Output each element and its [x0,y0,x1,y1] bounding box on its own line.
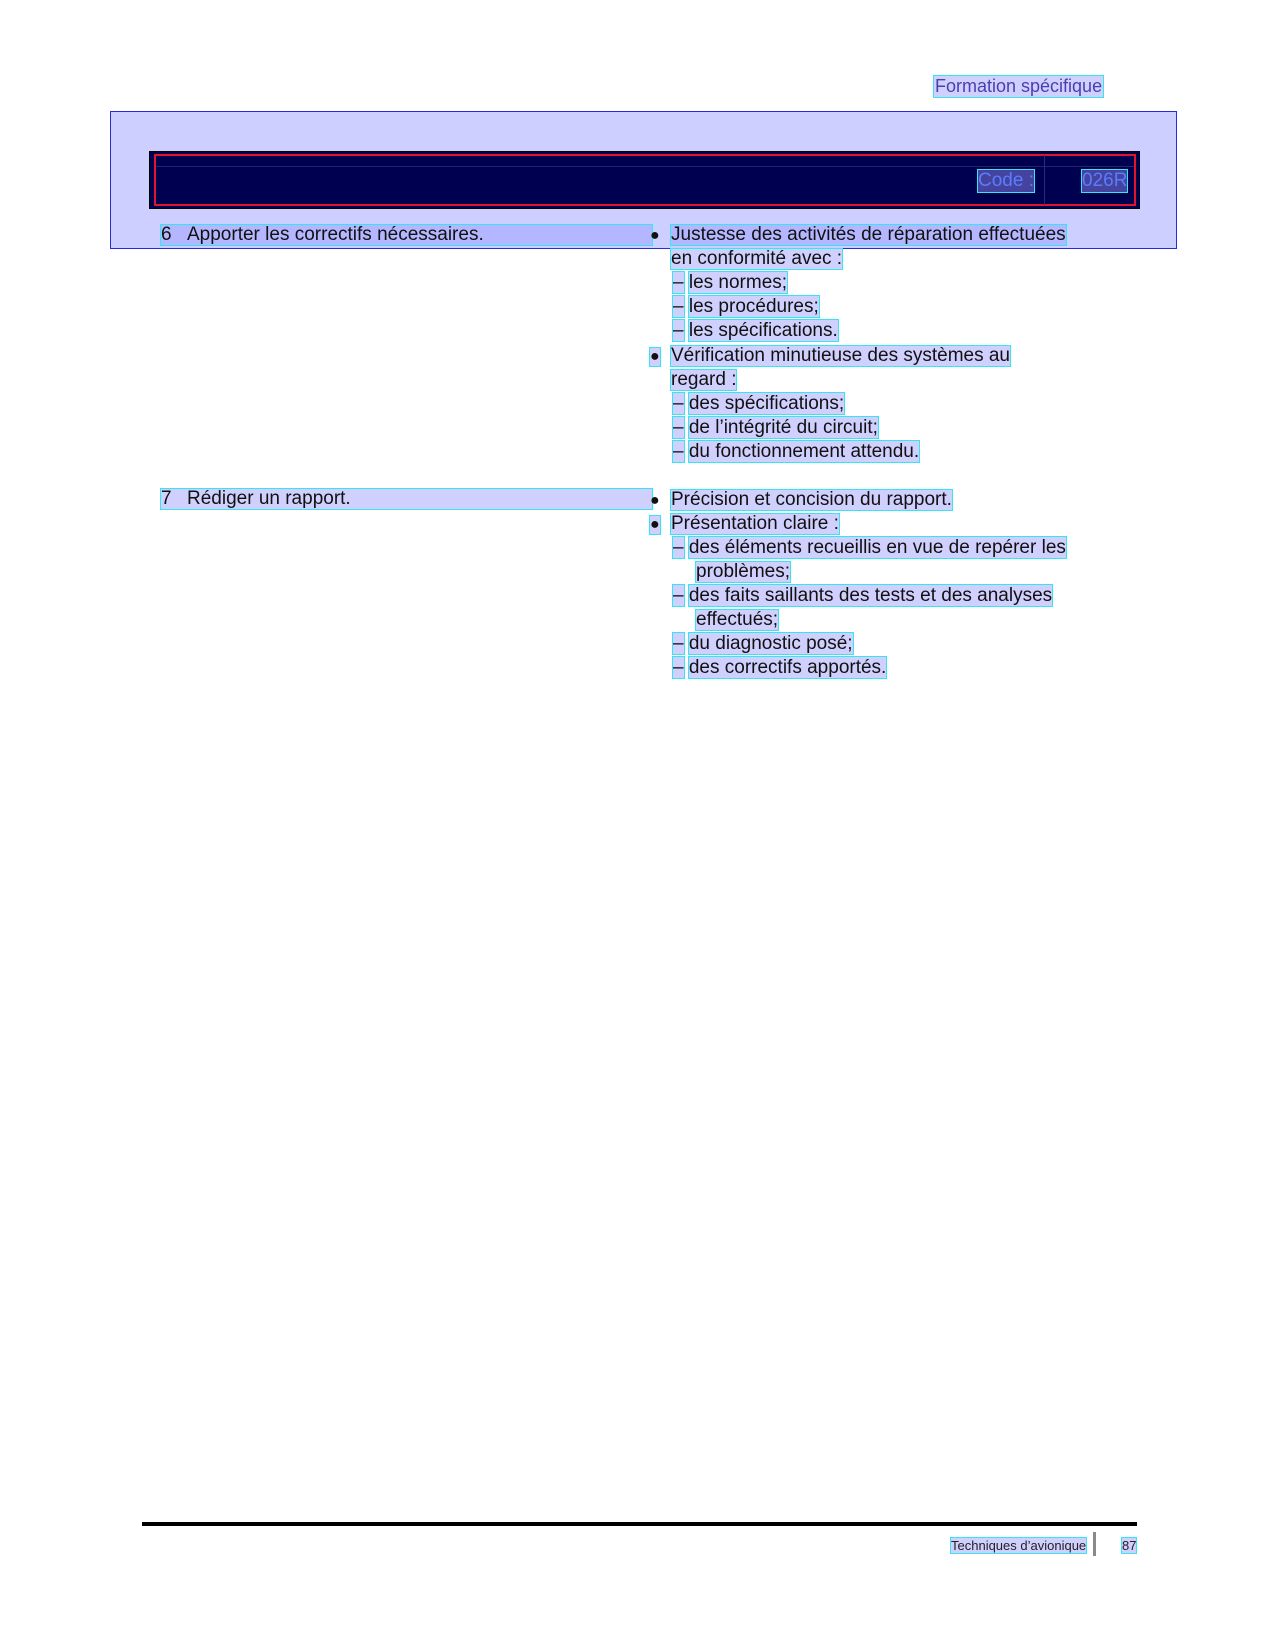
running-header: Formation spécifique [935,76,1103,96]
dash-icon: – [673,296,684,317]
dash-icon: – [673,585,684,606]
dash-icon: – [673,320,684,341]
criterion-text-cont: en conformité avec : [671,248,843,269]
criterion-text: Vérification minutieuse des systèmes au [671,345,1010,366]
criterion-text: Précision et concision du rapport. [671,489,952,510]
footer-divider [1093,1532,1096,1556]
bullet-icon: ● [650,348,660,365]
element-title: Apporter les correctifs nécessaires. [187,224,484,245]
bullet-icon: ● [650,492,660,509]
sub-item: – les normes; [673,272,788,293]
sub-item: – des éléments recueillis en vue de repérer les [673,537,1066,558]
dash-icon: – [673,441,684,462]
element-number: 7 [161,488,172,509]
sub-item-cont: effectués; [696,609,779,630]
code-label: Code : [978,170,1034,191]
element-title: Rédiger un rapport. [187,488,351,509]
bullet-icon: ● [650,227,660,244]
dash-icon: – [673,393,684,414]
sub-item: – de l’intégrité du circuit; [673,417,878,438]
criterion-text-cont: regard : [671,369,737,390]
footer-program: Techniques d’avionique [951,1538,1087,1553]
bullet-icon: ● [650,516,660,533]
sub-item: – du diagnostic posé; [673,633,853,654]
element-number: 6 [161,224,172,245]
sub-item: – les spécifications. [673,320,838,341]
criterion-text: Justesse des activités de réparation effectuées [671,224,1066,245]
code-bar-divider [1044,155,1045,205]
dash-icon: – [673,537,684,558]
dash-icon: – [673,417,684,438]
footer-rule [142,1522,1137,1526]
sub-item: – des correctifs apportés. [673,657,887,678]
dash-icon: – [673,633,684,654]
element-row-7 [161,489,652,509]
dash-icon: – [673,657,684,678]
element-row-6 [161,225,652,245]
dash-icon: – [673,272,684,293]
sub-item: – les procédures; [673,296,819,317]
page-number: 87 [1122,1538,1137,1553]
sub-item: – des spécifications; [673,393,845,414]
sub-item: – du fonctionnement attendu. [673,441,920,462]
sub-item-cont: problèmes; [696,561,790,582]
code-value: 026R [1082,170,1128,191]
criterion-text: Présentation claire : [671,513,839,534]
sub-item: – des faits saillants des tests et des analyses [673,585,1053,606]
